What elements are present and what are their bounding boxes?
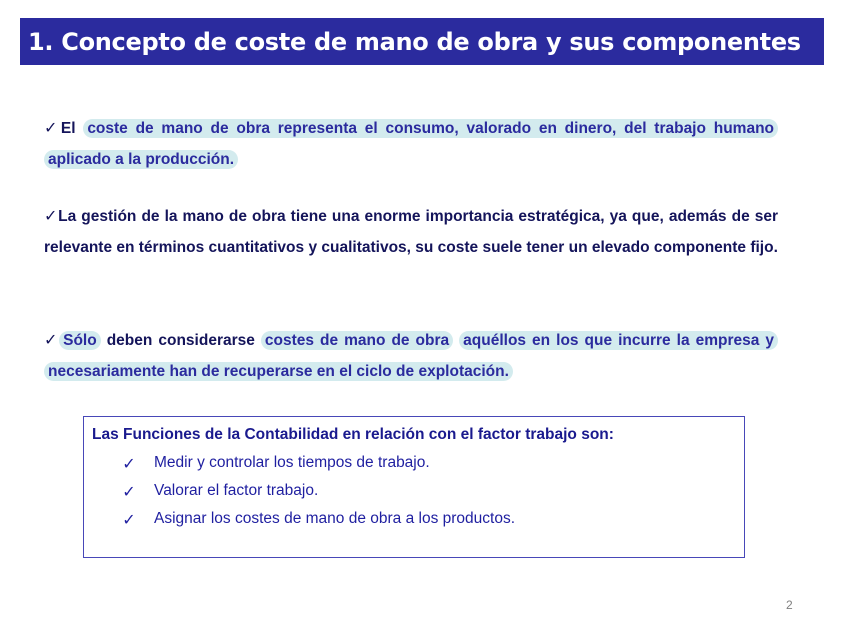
highlighted-text: aquéllos en los que incurre la empresa y necesariamente han de recuperarse en el ciclo de explotación. [44, 331, 778, 381]
list-item [92, 477, 744, 505]
check-icon: ✓ [122, 481, 136, 501]
list-item-label: Asignar los costes de mano de obra a los productos. [154, 510, 516, 527]
paragraph-considered-costs [44, 324, 778, 387]
check-icon: ✓ [122, 453, 136, 473]
paragraph-text: La gestión de la mano de obra tiene una enorme importancia estratégica, ya que, además de ser relevante en términos cuantitativos y cualitativos, su coste suele tener un elevado componente fijo. [44, 208, 779, 256]
check-icon: ✓ [122, 509, 136, 529]
highlighted-text: coste de mano de obra representa el consumo, valorado en dinero, del trabajo humano aplicado a la producción. [44, 119, 778, 169]
page-number: 2 [786, 598, 793, 612]
accounting-functions-box [83, 416, 745, 558]
check-icon: ✓ [44, 118, 61, 137]
title-bar [20, 18, 824, 65]
list-item-label: Medir y controlar los tiempos de trabajo. [154, 454, 430, 471]
slide-title: 1. Concepto de coste de mano de obra y sus componentes [28, 27, 801, 56]
functions-list [92, 449, 744, 533]
list-item [92, 449, 744, 477]
paragraph-strategic-importance [44, 200, 778, 263]
paragraph-lead: El [60, 120, 76, 137]
paragraph-cost-definition [44, 112, 778, 175]
check-icon: ✓ [44, 330, 60, 349]
list-item [92, 505, 744, 533]
paragraph-text: deben considerarse [106, 332, 255, 349]
check-icon: ✓ [44, 206, 59, 225]
list-item-label: Valorar el factor trabajo. [154, 482, 319, 499]
highlighted-text: Sólo [59, 331, 101, 350]
highlighted-text: costes de mano de obra [261, 331, 453, 350]
functions-heading: Las Funciones de la Contabilidad en relación con el factor trabajo son: [92, 426, 614, 443]
